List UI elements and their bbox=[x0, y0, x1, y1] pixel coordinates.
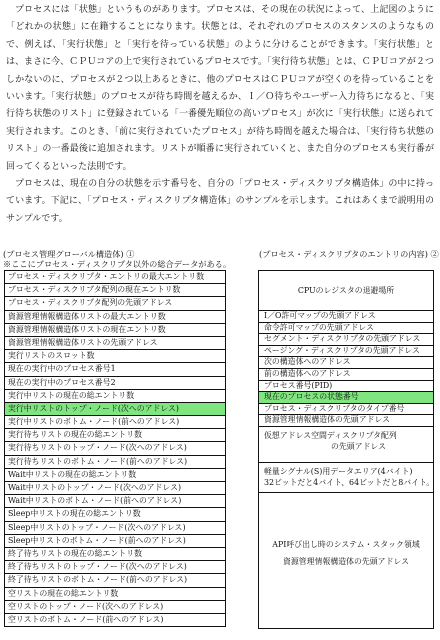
global-struct-row: Sleep中リストの現在の総エントリ数 bbox=[5, 508, 225, 521]
left-table-caption: (プロセス管理グローバル構造体) ① bbox=[3, 249, 135, 259]
virtual-address-space-row bbox=[259, 427, 433, 463]
system-stack-area bbox=[259, 493, 433, 628]
virtual-address-label-2: の先頭アドレス bbox=[331, 442, 386, 451]
descriptor-row: 前の構造体へのアドレス bbox=[259, 369, 433, 381]
signal-label-2: 32ビットだと4バイト、64ビットだと8バイト。 bbox=[264, 478, 435, 487]
global-struct-row: プロセス・ディスクリプタ・エントリの最大エントリ数 bbox=[5, 271, 225, 284]
global-struct-row: 資源管理情報構造体リストの先頭アドレス bbox=[5, 337, 225, 350]
global-struct-row: Wait中リストのトップ・ノード(次へのアドレス) bbox=[5, 482, 225, 495]
global-struct-row: 実行中リストのボトム・ノード(前へのアドレス) bbox=[5, 416, 225, 429]
global-struct-row: 終了待ちリストの現在の総エントリ数 bbox=[5, 548, 225, 561]
descriptor-rows bbox=[259, 311, 433, 427]
intro-paragraph-1: プロセスには「状態」というものがあります。プロセスは、その現在の状況によって、上記図のように「どれかの状態」に在籍することになります。状態とは、それぞれのプロセスのスタンスのようなもので、例えば、「実行状態」と「実行を待っている状態」のように分けることができます。「実行状態」とは、まさに今、ＣＰＵコアの上で実行されているプロセスです。「実行待ち状態」とは、ＣＰＵコアが２つしかないのに、プロセスが２つ以上あるときに、他のプロセスはＣＰＵコアが空くのを待っていることをいいます。「実行状態」のプロセスが待ち時間を越えるか、Ｉ／Ｏ待ちやユーザー入力待ちになると、「実行待ち状態のリスト」に登録されている「一番優先順位の高いプロセス」が次に「実行状態」に送られて実行されます。このとき、「前に実行されていたプロセス」が待ち時間を越えた場合は、「実行待ち状態のリスト」の一番最後に追加されます。リストが順番に実行されていくと、また自分のプロセスも実行番が回ってくるといった法則です。 bbox=[6, 5, 434, 172]
global-struct-row: 資源管理情報構造体リストの現在エントリ数 bbox=[5, 324, 225, 337]
cpu-register-save-area-label: CPUのレジスタの退避場所 bbox=[297, 286, 395, 295]
resource-address-label: 資源管理情報構造体の先頭アドレス bbox=[282, 557, 409, 566]
descriptor-row: I／O許可マップの先頭アドレス bbox=[259, 311, 433, 323]
global-struct-row: Wait中リストの現在の総エントリ数 bbox=[5, 469, 225, 482]
descriptor-row: 次の構造体へのアドレス bbox=[259, 357, 433, 369]
global-struct-row: 実行リストのスロット数 bbox=[5, 350, 225, 363]
global-struct-row: 実行中リストのトップ・ノード(次へのアドレス) bbox=[5, 403, 225, 416]
descriptor-row: プロセス番号(PID) bbox=[259, 381, 433, 393]
intro-text bbox=[6, 2, 434, 228]
global-struct-row: 空リストのトップ・ノード(次へのアドレス) bbox=[5, 601, 225, 614]
global-struct-row: 実行待ちリストの現在の総エントリ数 bbox=[5, 429, 225, 442]
api-stack-label: API呼び出し時のシステム・スタック領域 bbox=[272, 540, 420, 549]
intro-paragraph-2: プロセスは、現在の自分の状態を示す番号を、自分の「プロセス・ディスクリプタ構造体」の中に持っています。下記に、「プロセス・ディスクリプタ構造体」のサンプルを示します。これはあくまで説明用のサンプルです。 bbox=[6, 179, 434, 224]
global-struct-row: 現在の実行中のプロセス番号2 bbox=[5, 377, 225, 390]
left-table-note: ※ここにプロセス・ディスクリプタ以外の総合データがある。 bbox=[3, 259, 232, 269]
descriptor-row: 資源管理情報構造体の先頭アドレス bbox=[259, 415, 433, 427]
cpu-register-save-area bbox=[259, 271, 433, 311]
global-struct-row: 実行待ちリストのボトム・ノード(前へのアドレス) bbox=[5, 456, 225, 469]
descriptor-row: 現在のプロセスの状態番号 bbox=[259, 392, 433, 404]
process-descriptor-entry-table bbox=[258, 270, 434, 629]
descriptor-row: プロセス・ディスクリプタのタイプ番号 bbox=[259, 404, 433, 416]
virtual-address-label-1: 仮想アドレス空間ディスクリプタ配列 bbox=[264, 431, 397, 440]
global-struct-row: Sleep中リストのトップ・ノード(次へのアドレス) bbox=[5, 522, 225, 535]
global-struct-row: Sleep中リストのボトム・ノード(前へのアドレス) bbox=[5, 535, 225, 548]
descriptor-row: ページング・ディスクリプタの先頭アドレス bbox=[259, 346, 433, 358]
signal-label-1: 軽量シグナル(S)用データエリア(4バイト) bbox=[264, 467, 413, 476]
global-struct-row: 終了待ちリストのトップ・ノード(次へのアドレス) bbox=[5, 561, 225, 574]
global-struct-row: 現在の実行中のプロセス番号1 bbox=[5, 363, 225, 376]
global-struct-row: プロセス・ディスクリプタ配列の先頭アドレス bbox=[5, 297, 225, 310]
global-struct-row: 空リストの現在の総エントリ数 bbox=[5, 588, 225, 601]
global-struct-row: 空リストのボトム・ノード(前へのアドレス) bbox=[5, 614, 225, 627]
global-struct-row: 実行中リストの現在の総エントリ数 bbox=[5, 390, 225, 403]
global-struct-row: 実行待ちリストのトップ・ノード(次へのアドレス) bbox=[5, 442, 225, 455]
process-management-global-struct-table bbox=[4, 270, 226, 627]
global-struct-row: 終了待ちリストのボトム・ノード(前へのアドレス) bbox=[5, 574, 225, 587]
global-struct-row: プロセス・ディスクリプタ配列の現在エントリ数 bbox=[5, 284, 225, 297]
right-table-caption: (プロセス・ディスクリプタのエントリの内容) ② bbox=[259, 249, 439, 259]
global-struct-row: Wait中リストのボトム・ノード(前へのアドレス) bbox=[5, 495, 225, 508]
descriptor-row: 命令許可マップの先頭アドレス bbox=[259, 323, 433, 335]
global-struct-row: 資源管理情報構造体リストの最大エントリ数 bbox=[5, 311, 225, 324]
light-signal-data-area bbox=[259, 463, 433, 493]
descriptor-row: セグメント・ディスクリプタの先頭アドレス bbox=[259, 334, 433, 346]
